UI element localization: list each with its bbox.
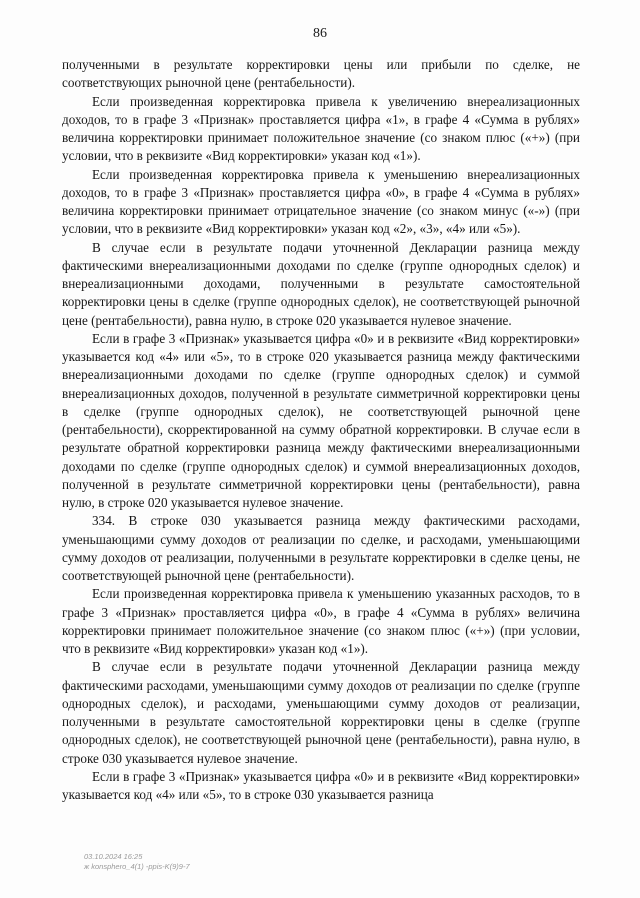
paragraph: Если произведенная корректировка привела к увеличению внереализационных доходов, то в графе 3 «Признак» проставляется цифра «1», в графе 4 «Сумма в рублях» величина корректировки принимает положительное значение (со знаком плюс («+») (при условии, что в реквизите «Вид корректировки» указан код «1»). bbox=[62, 93, 580, 164]
footer-timestamp: 03.10.2024 16:25 bbox=[84, 852, 143, 861]
paragraph: В случае если в результате подачи уточненной Декларации разница между фактическими расходами, уменьшающими сумму доходов от реализации по сделке (группе однородных сделок), и расходами, уменьшающими сумму доходов от реализации, полученными в результате самостоятельной корректировки цены в сделке (группе однородных сделок), не соответствующей рыночной цене (рентабельности), равна нулю, в строке 030 указывается нулевое значение. bbox=[62, 659, 580, 766]
paragraph: В случае если в результате подачи уточненной Декларации разница между фактическими внереализационными доходами по сделке (группе однородных сделок) и внереализационными доходами, полученными в результате самостоятельной корректировки цены в сделке (группе однородных сделок), не соответствующей рыночной цене (рентабельности), равна нулю, в строке 020 указывается нулевое значение. bbox=[62, 239, 580, 328]
footer-file-reference: ж konsphero_4(1) -ppis-K(9)9-7 bbox=[84, 862, 190, 871]
document-footer bbox=[84, 852, 190, 872]
page-number: 86 bbox=[313, 26, 327, 41]
paragraph: Если произведенная корректировка привела к уменьшению указанных расходов, то в графе 3 «Признак» проставляется цифра «0», в графе 4 «Сумма в рублях» величина корректировки принимает положительное значение (со знаком плюс («+») (при условии, что в реквизите «Вид корректировки» указан код «1»). bbox=[62, 586, 580, 656]
paragraph: Если в графе 3 «Признак» указывается цифра «0» и в реквизите «Вид корректировки» указывается код «4» или «5», то в строке 020 указывается разница между фактическими внереализационными доходами по сделке (группе однородных сделок) и суммой внереализационных доходов, полученной в результате симметричной корректировки цены в сделке (группе однородных сделок), не соответствующей рыночной цене (рентабельности), скорректированной на сумму обратной корректировки. В случае если в результате обратной корректировки разница между фактическими внереализационными доходами по сделке (группе однородных сделок) и суммой внереализационных доходов, полученной в результате симметричной корректировки цены (рентабельности), равна нулю, в строке 020 указывается нулевое значение. bbox=[62, 330, 580, 510]
paragraph: полученными в результате корректировки цены или прибыли по сделке, не соответствующих рыночной цене (рентабельности). bbox=[62, 57, 580, 91]
paragraph: 334. В строке 030 указывается разница между фактическими расходами, уменьшающими сумму доходов от реализации по сделке, и расходами, уменьшающими сумму доходов от реализации, полученными в результате корректировки в сделке цены, не соответствующей рыночной цене (рентабельности). bbox=[62, 513, 580, 583]
paragraph: Если в графе 3 «Признак» указывается цифра «0» и в реквизите «Вид корректировки» указывается код «4» или «5», то в строке 030 указывается разница bbox=[62, 768, 580, 802]
document-body bbox=[62, 56, 580, 804]
paragraph: Если произведенная корректировка привела к уменьшению внереализационных доходов, то в графе 3 «Признак» проставляется цифра «0», в графе 4 «Сумма в рублях» величина корректировки принимает отрицательное значение (со знаком минус («-») (при условии, что в реквизите «Вид корректировки» указан код «2», «3», «4» или «5»). bbox=[62, 166, 580, 237]
